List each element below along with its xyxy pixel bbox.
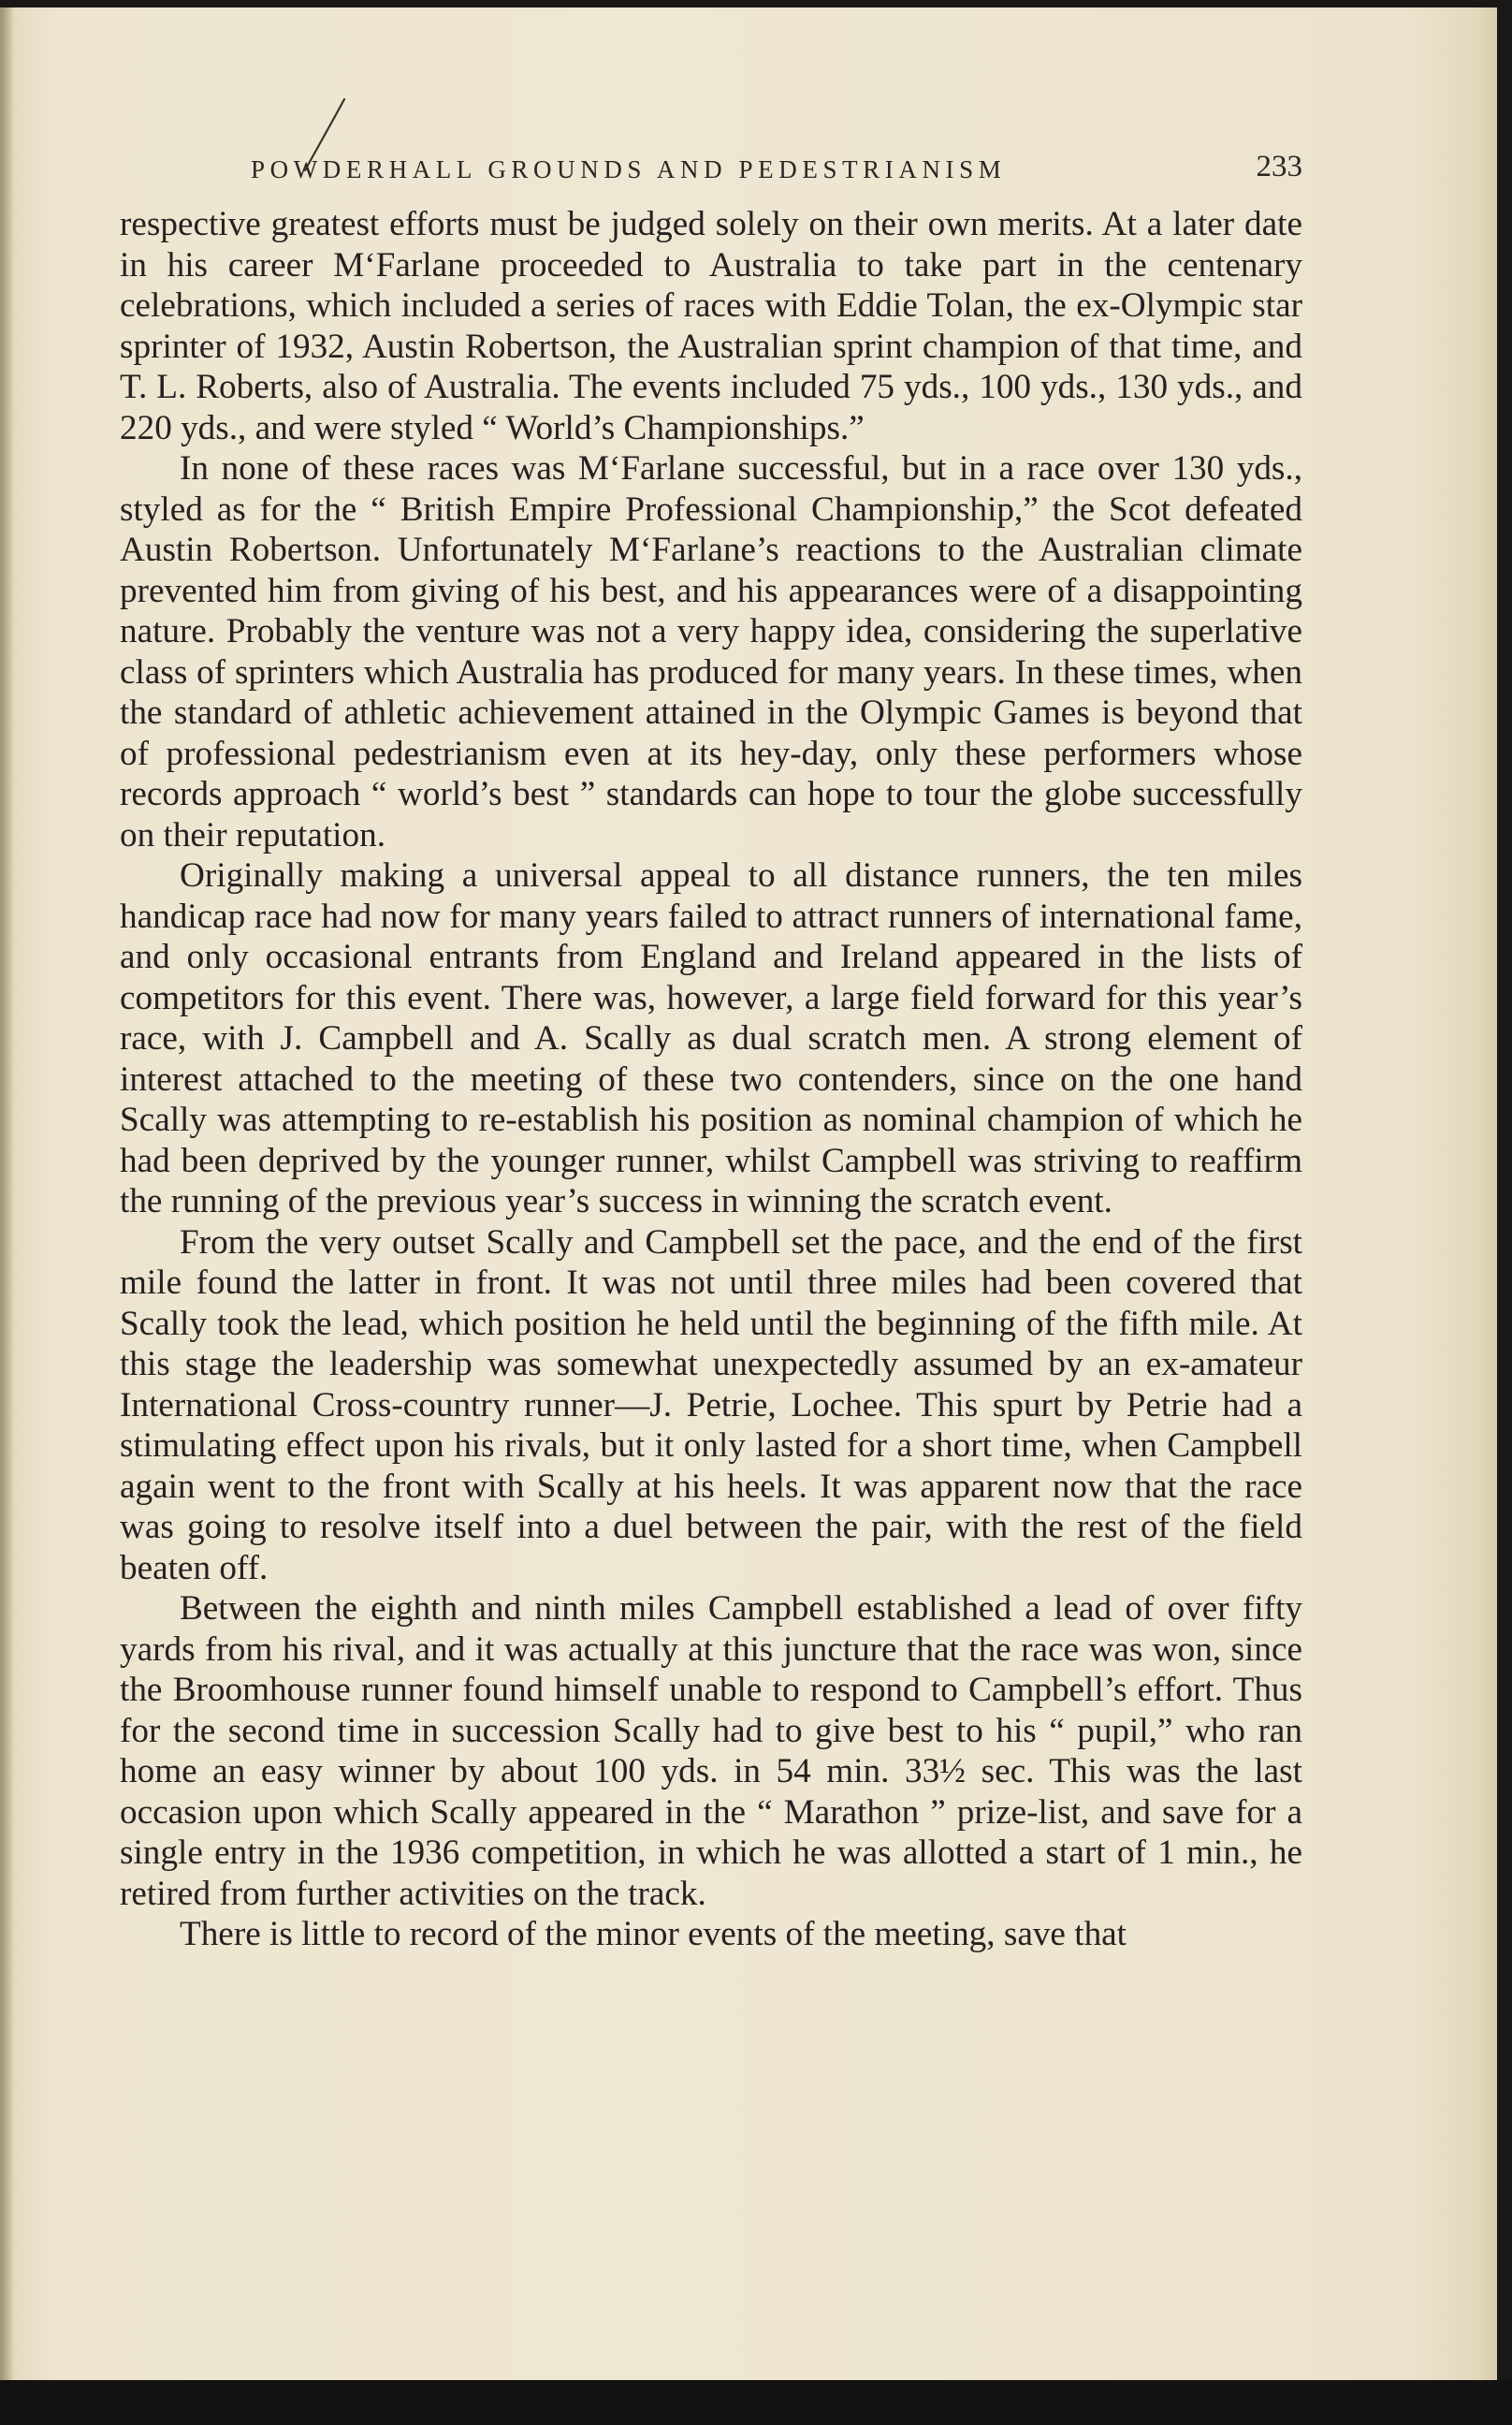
paragraph-4: From the very outset Scally and Campbell set the pace, and the end of the first mile found the latter in front. It was not until three miles had been covered that Scally took the lead, which position he held until the beginning of the fifth mile. At this stage the leadership was somewhat unexpectedly assumed by an ex-amateur International Cross-country runner—J. Petrie, Lochee. This spurt by Petrie had a stimulating effect upon his rivals, but it only lasted for a short time, when Campbell again went to the front with Scally at his heels. It was apparent now that the race was going to resolve itself into a duel between the pair, with the rest of the field beaten off. (120, 1222, 1302, 1587)
paragraph-5: Between the eighth and ninth miles Campbell established a lead of over fifty yards from his rival, and it was actually at this juncture that the race was won, since the Broomhouse runner found himself unable to respond to Campbell’s effort. Thus for the second time in succession Scally had to give best to his “ pupil,” who ran home an easy winner by about 100 yds. in 54 min. 33½ sec. This was the last occasion upon which Scally appeared in the “ Marathon ” prize-list, and save for a single entry in the 1936 competition, in which he was allotted a start of 1 min., he retired from further activities on the track. (120, 1589, 1302, 1913)
paragraph-1: respective greatest efforts must be judged solely on their own merits. At a later date in his career M‘Farlane proceeded to Australia to take part in the centenary celebrations, which included a series of races with Eddie Tolan, the ex-Olympic star sprinter of 1932, Austin Robertson, the Australian sprint champion of that time, and T. L. Roberts, also of Australia. The events included 75 yds., 100 yds., 130 yds., and 220 yds., and were styled “ World’s Championships.” (120, 205, 1302, 447)
running-title: POWDERHALL GROUNDS AND PEDESTRIANISM (251, 155, 1007, 183)
scan-background (0, 2380, 1512, 2425)
paragraph-3: Originally making a universal appeal to all distance runners, the ten miles handicap race had now for many years failed to attract runners of international fame, and only occasional entrants from England and Ireland appeared in the lists of competitors for this event. There was, however, a large field forward for this year’s race, with J. Campbell and A. Scally as dual scratch men. A strong element of interest attached to the meeting of these two contenders, since on the one hand Scally was attempting to re-establish his position as nominal champion of which he had been deprived by the younger runner, whilst Campbell was striving to reaffirm the running of the previous year’s success in winning the scratch event. (120, 856, 1302, 1220)
paragraph-2: In none of these races was M‘Farlane successful, but in a race over 130 yds., styled as for the “ British Empire Professional Championship,” the Scot defeated Austin Robertson. Unfortunately M‘Farlane’s reactions to the Australian climate prevented him from giving of his best, and his appearances were of a disappointing nature. Probably the venture was not a very happy idea, considering the superlative class of sprinters which Australia has produced for many years. In these times, when the standard of athletic achievement attained in the Olympic Games is beyond that of professional pedestrianism even at its hey-day, only these performers whose records approach “ world’s best ” standards can hope to tour the globe successfully on their reputation. (120, 449, 1302, 855)
page-number: 233 (1256, 150, 1302, 183)
paragraph-6: There is little to record of the minor events of the meeting, save that (180, 1915, 1127, 1953)
body-text (120, 204, 1302, 1955)
running-header (120, 150, 1302, 191)
book-page (0, 7, 1497, 2380)
spine-shadow (0, 7, 13, 2380)
